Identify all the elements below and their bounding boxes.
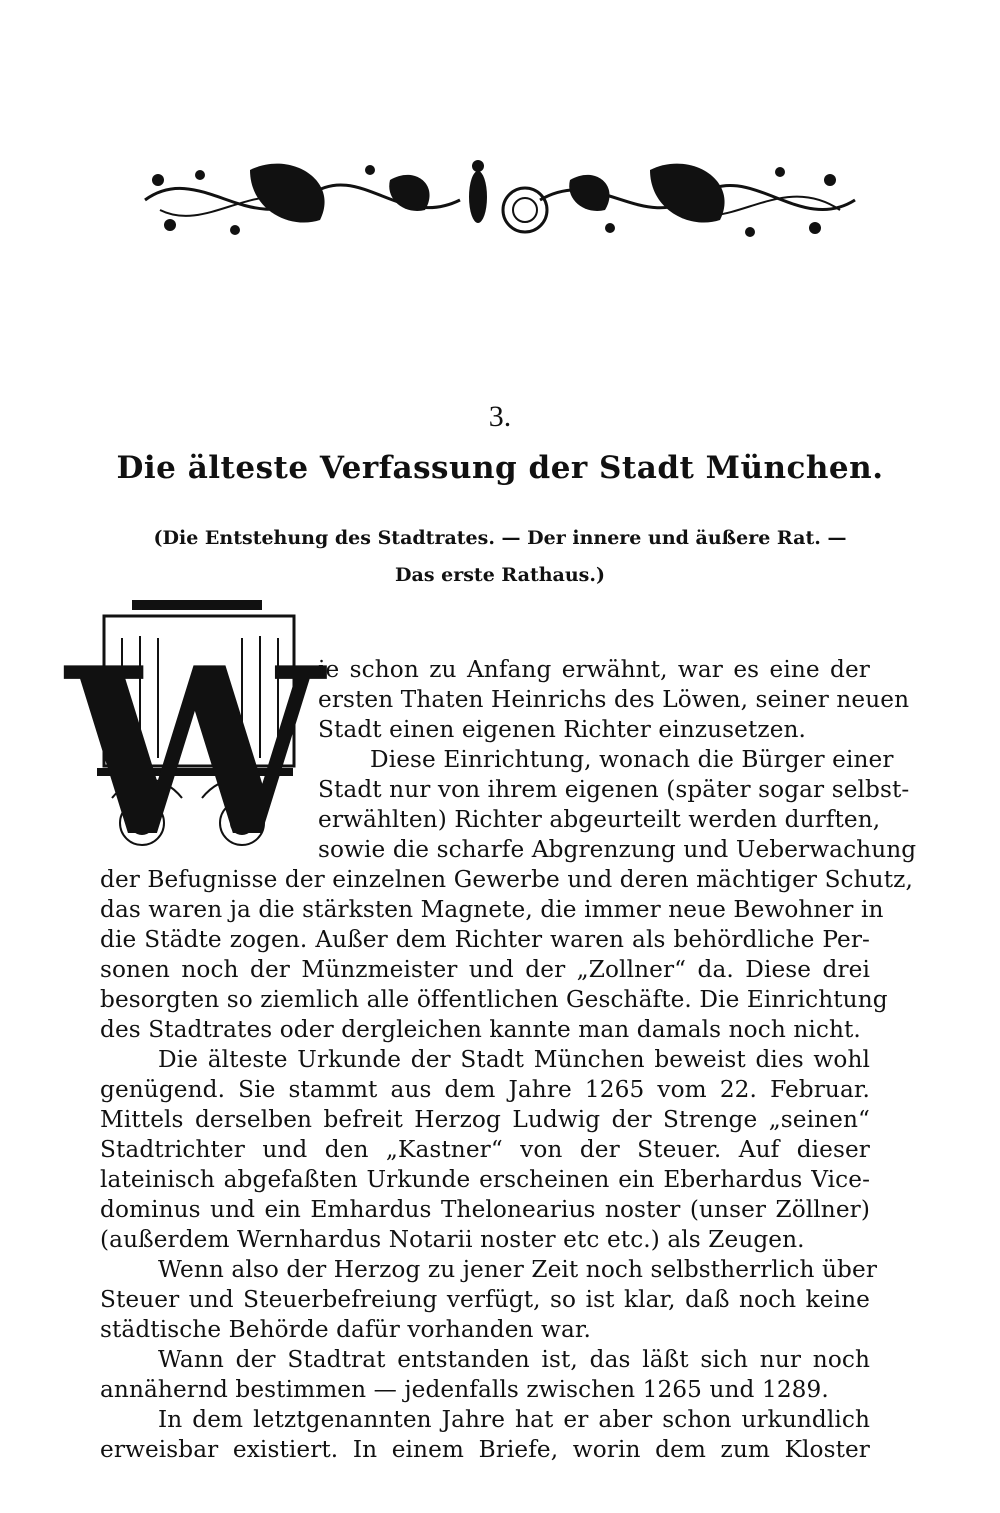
text-line: Stadt nur von ihrem eigenen (später sogar selbst- (318, 776, 910, 803)
text-line: genügend. Sie stammt aus dem Jahre 1265 vom 22. Februar. (100, 1076, 870, 1103)
subtitle-line-1: (Die Entstehung des Stadtrates. — Der innere und äußere Rat. — (153, 527, 847, 549)
chapter-title: Die älteste Verfassung der Stadt München. (116, 450, 884, 486)
text-line: sowie die scharfe Abgrenzung und Ueberwachung (318, 836, 917, 863)
text-line: Stadtrichter und den „Kastner“ von der Steuer. Auf dieser (100, 1136, 870, 1163)
text-line: erwählten) Richter abgeurteilt werden durften, (318, 806, 881, 833)
text-line: erweisbar existiert. In einem Briefe, worin dem zum Kloster (100, 1436, 870, 1463)
text-line: Wann der Stadtrat entstanden ist, das läßt sich nur noch (158, 1346, 870, 1373)
subtitle-line-2: Das erste Rathaus.) (395, 564, 605, 586)
text-line: besorgten so ziemlich alle öffentlichen Geschäfte. Die Einrichtung (100, 986, 888, 1013)
text-line: das waren ja die stärksten Magnete, die immer neue Bewohner in (100, 896, 884, 923)
text-line: städtische Behörde dafür vorhanden war. (100, 1316, 592, 1343)
text-line: Wenn also der Herzog zu jener Zeit noch selbstherrlich über (158, 1256, 878, 1283)
text-line: dominus und ein Emhardus Thelonearius noster (unser Zöllner) (100, 1196, 870, 1223)
text-line: ersten Thaten Heinrichs des Löwen, seiner neuen (318, 686, 910, 713)
text-line: Mittels derselben befreit Herzog Ludwig der Strenge „seinen“ (100, 1106, 870, 1133)
text-line: Diese Einrichtung, wonach die Bürger einer (370, 746, 894, 773)
text-line: der Befugnisse der einzelnen Gewerbe und deren mächtiger Schutz, (100, 866, 913, 893)
text-line: Steuer und Steuerbefreiung verfügt, so ist klar, daß noch keine (100, 1286, 870, 1313)
text-line: In dem letztgenannten Jahre hat er aber schon urkundlich (158, 1406, 870, 1433)
text-line: (außerdem Wernhardus Notarii noster etc etc.) als Zeugen. (100, 1226, 805, 1253)
text-line: annähernd bestimmen — jedenfalls zwischen 1265 und 1289. (100, 1376, 829, 1403)
text-line: des Stadtrates oder dergleichen kannte man damals noch nicht. (100, 1016, 861, 1043)
text-line: lateinisch abgefaßten Urkunde erscheinen ein Eberhardus Vice- (100, 1166, 870, 1193)
text-line: die Städte zogen. Außer dem Richter waren als behördliche Per- (100, 926, 870, 953)
chapter-number: 3. (488, 400, 512, 433)
text-line: Die älteste Urkunde der Stadt München beweist dies wohl (158, 1046, 870, 1073)
text-line: ie schon zu Anfang erwähnt, war es eine der (318, 656, 870, 683)
text-line: Stadt einen eigenen Richter einzusetzen. (318, 716, 807, 743)
initial-letter: W (65, 618, 325, 888)
text-line: sonen noch der Münzmeister und der „Zollner“ da. Diese drei (100, 956, 870, 983)
